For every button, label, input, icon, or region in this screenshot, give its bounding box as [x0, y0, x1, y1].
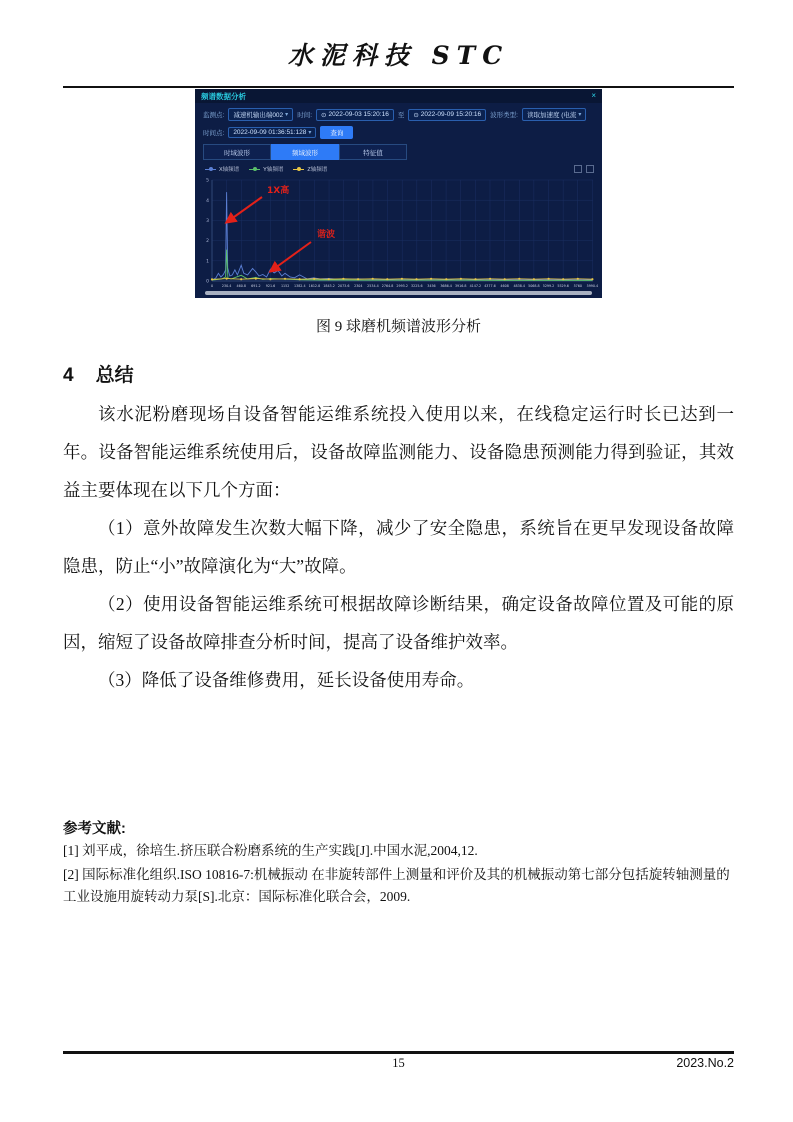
monitor-point-select[interactable] — [228, 108, 293, 121]
spectrum-chart[interactable] — [195, 173, 602, 307]
svg-text:4: 4 — [206, 198, 209, 204]
close-icon[interactable]: × — [591, 91, 596, 100]
svg-text:5299.2: 5299.2 — [542, 284, 555, 288]
waveform-tabs — [195, 139, 602, 160]
tab-0[interactable]: 时域波形 — [203, 144, 271, 160]
time-point-label: 时间点: — [203, 130, 225, 137]
svg-text:0: 0 — [206, 279, 209, 285]
section-title: 总结 — [95, 365, 134, 386]
svg-text:1152: 1152 — [280, 284, 290, 288]
svg-text:谐波: 谐波 — [317, 230, 336, 240]
legend-marker-icon — [249, 167, 260, 172]
page-number: 15 — [392, 1056, 405, 1070]
legend-marker-icon — [205, 167, 216, 172]
time-point-select[interactable] — [228, 127, 316, 138]
dialog-title: 频谱数据分析 — [201, 91, 246, 101]
legend-item[interactable]: Y轴频谱 — [249, 165, 283, 173]
horizontal-scrollbar[interactable] — [205, 291, 592, 295]
issue-label: 2023.No.2 — [676, 1056, 734, 1070]
time-from-input[interactable] — [316, 109, 394, 121]
dialog-titlebar — [195, 89, 602, 103]
chevron-down-icon: ▾ — [285, 112, 289, 118]
svg-text:2995.2: 2995.2 — [396, 284, 408, 288]
chart-legend-row — [195, 160, 602, 173]
time-label: 时间: — [297, 112, 312, 119]
spectrum-chart-svg — [199, 175, 598, 302]
red-annotations — [227, 184, 335, 271]
chevron-down-icon: ▾ — [578, 112, 582, 118]
svg-text:3: 3 — [206, 219, 209, 224]
body-paragraph: （1）意外故障发生次数大幅下降，减少了安全隐患，系统旨在更早发现设备故障隐患，防止“小”故障演化为“大”故障。 — [63, 518, 734, 576]
svg-text:1382.4: 1382.4 — [294, 284, 306, 288]
svg-text:2073.6: 2073.6 — [337, 284, 350, 288]
svg-text:5068.8: 5068.8 — [528, 284, 540, 288]
chart-tools — [574, 165, 594, 173]
header-rule — [63, 86, 734, 88]
svg-text:1: 1 — [206, 259, 209, 265]
svg-text:3456: 3456 — [427, 284, 436, 288]
svg-text:460.8: 460.8 — [236, 284, 246, 288]
time-point-value: 2022-09-09 01:36:51:128 — [233, 129, 307, 136]
spectrum-analysis-dialog — [195, 89, 602, 298]
svg-text:3686.4: 3686.4 — [440, 284, 452, 288]
svg-text:5: 5 — [206, 178, 209, 184]
footer-rule — [63, 1051, 734, 1054]
footer — [63, 1056, 734, 1074]
svg-text:1612.8: 1612.8 — [308, 284, 321, 288]
query-button[interactable]: 查询 — [320, 126, 353, 139]
wave-type-select[interactable] — [522, 108, 587, 121]
references-section — [63, 817, 734, 908]
reference-item: [2] 国际标准化组织.ISO 10816-7:机械振动 在非旋转部件上测量和评价及其的机械振动第七部分包括旋转轴测量的工业设施用旋转动力泵[S].北京：国际标准化联合会，2009. — [63, 867, 730, 904]
time-to-value: 2022-09-09 15:20:16 — [420, 111, 482, 118]
svg-text:3916.8: 3916.8 — [454, 284, 467, 288]
svg-text:4838.4: 4838.4 — [513, 284, 526, 288]
chart-legend — [205, 165, 327, 173]
legend-marker-icon — [293, 167, 304, 172]
section-number: 4 — [63, 365, 74, 386]
svg-text:230.4: 230.4 — [221, 284, 232, 288]
filter-row-2 — [195, 121, 602, 139]
monitor-point-value: 减速机输出端002 — [233, 112, 284, 119]
reference-item: [1] 刘平成，徐培生.挤压联合粉磨系统的生产实践[J].中国水泥,2004,12. — [63, 843, 478, 858]
clock-icon: ⊙ — [321, 111, 327, 119]
section-heading — [63, 360, 734, 387]
tab-2[interactable]: 特征值 — [339, 144, 407, 160]
svg-text:1X高: 1X高 — [267, 186, 290, 196]
svg-text:2764.8: 2764.8 — [381, 284, 394, 288]
svg-text:921.6: 921.6 — [265, 284, 276, 288]
svg-text:2304: 2304 — [354, 284, 363, 288]
svg-text:1843.2: 1843.2 — [323, 284, 335, 288]
journal-header-title: 水泥科技 STC — [287, 41, 510, 70]
svg-text:4377.6: 4377.6 — [484, 284, 496, 288]
legend-item[interactable]: X轴频谱 — [205, 165, 239, 173]
wave-type-label: 波形类型: — [490, 112, 518, 119]
svg-text:2: 2 — [206, 239, 209, 245]
fullscreen-icon[interactable] — [586, 165, 594, 173]
tab-1[interactable]: 频域波形 — [271, 144, 339, 160]
restore-view-icon[interactable] — [574, 165, 582, 173]
time-to-input[interactable] — [408, 109, 486, 121]
time-from-value: 2022-09-03 15:20:16 — [328, 111, 389, 118]
body-paragraph: 该水泥粉磨现场自设备智能运维系统投入使用以来，在线稳定运行时长已达到一年。设备智能运维系统使用后，设备故障监测能力、设备隐患预测能力得到验证，其效益主要体现在以下几个方面： — [63, 404, 734, 500]
svg-text:5529.6: 5529.6 — [557, 284, 569, 288]
body-paragraph: （2）使用设备智能运维系统可根据故障诊断结果，确定设备故障位置及可能的原因，缩短了设备故障排查分析时间，提高了设备维护效率。 — [63, 594, 734, 652]
body-paragraph: （3）降低了设备维修费用，延长设备使用寿命。 — [98, 670, 475, 690]
monitor-point-label: 监测点: — [203, 112, 225, 119]
clock-icon: ⊙ — [413, 111, 419, 119]
svg-text:3225.6: 3225.6 — [411, 284, 423, 288]
svg-text:691.2: 691.2 — [251, 284, 261, 288]
svg-text:0: 0 — [210, 284, 214, 288]
chevron-down-icon: ▾ — [308, 130, 312, 136]
figure-caption: 图 9 球磨机频谱波形分析 — [315, 319, 481, 335]
svg-text:4608: 4608 — [500, 284, 509, 288]
references-heading: 参考文献: — [63, 821, 126, 837]
to-label: 至 — [397, 112, 405, 119]
svg-text:4147.2: 4147.2 — [469, 284, 482, 288]
legend-item[interactable]: Z轴频谱 — [293, 165, 327, 173]
wave-type-value: 读取加速度 (电流 — [526, 112, 577, 119]
svg-text:5990.4: 5990.4 — [586, 284, 598, 288]
svg-text:5760: 5760 — [573, 284, 582, 288]
svg-text:2534.4: 2534.4 — [367, 284, 379, 288]
filter-row-1 — [195, 103, 602, 121]
